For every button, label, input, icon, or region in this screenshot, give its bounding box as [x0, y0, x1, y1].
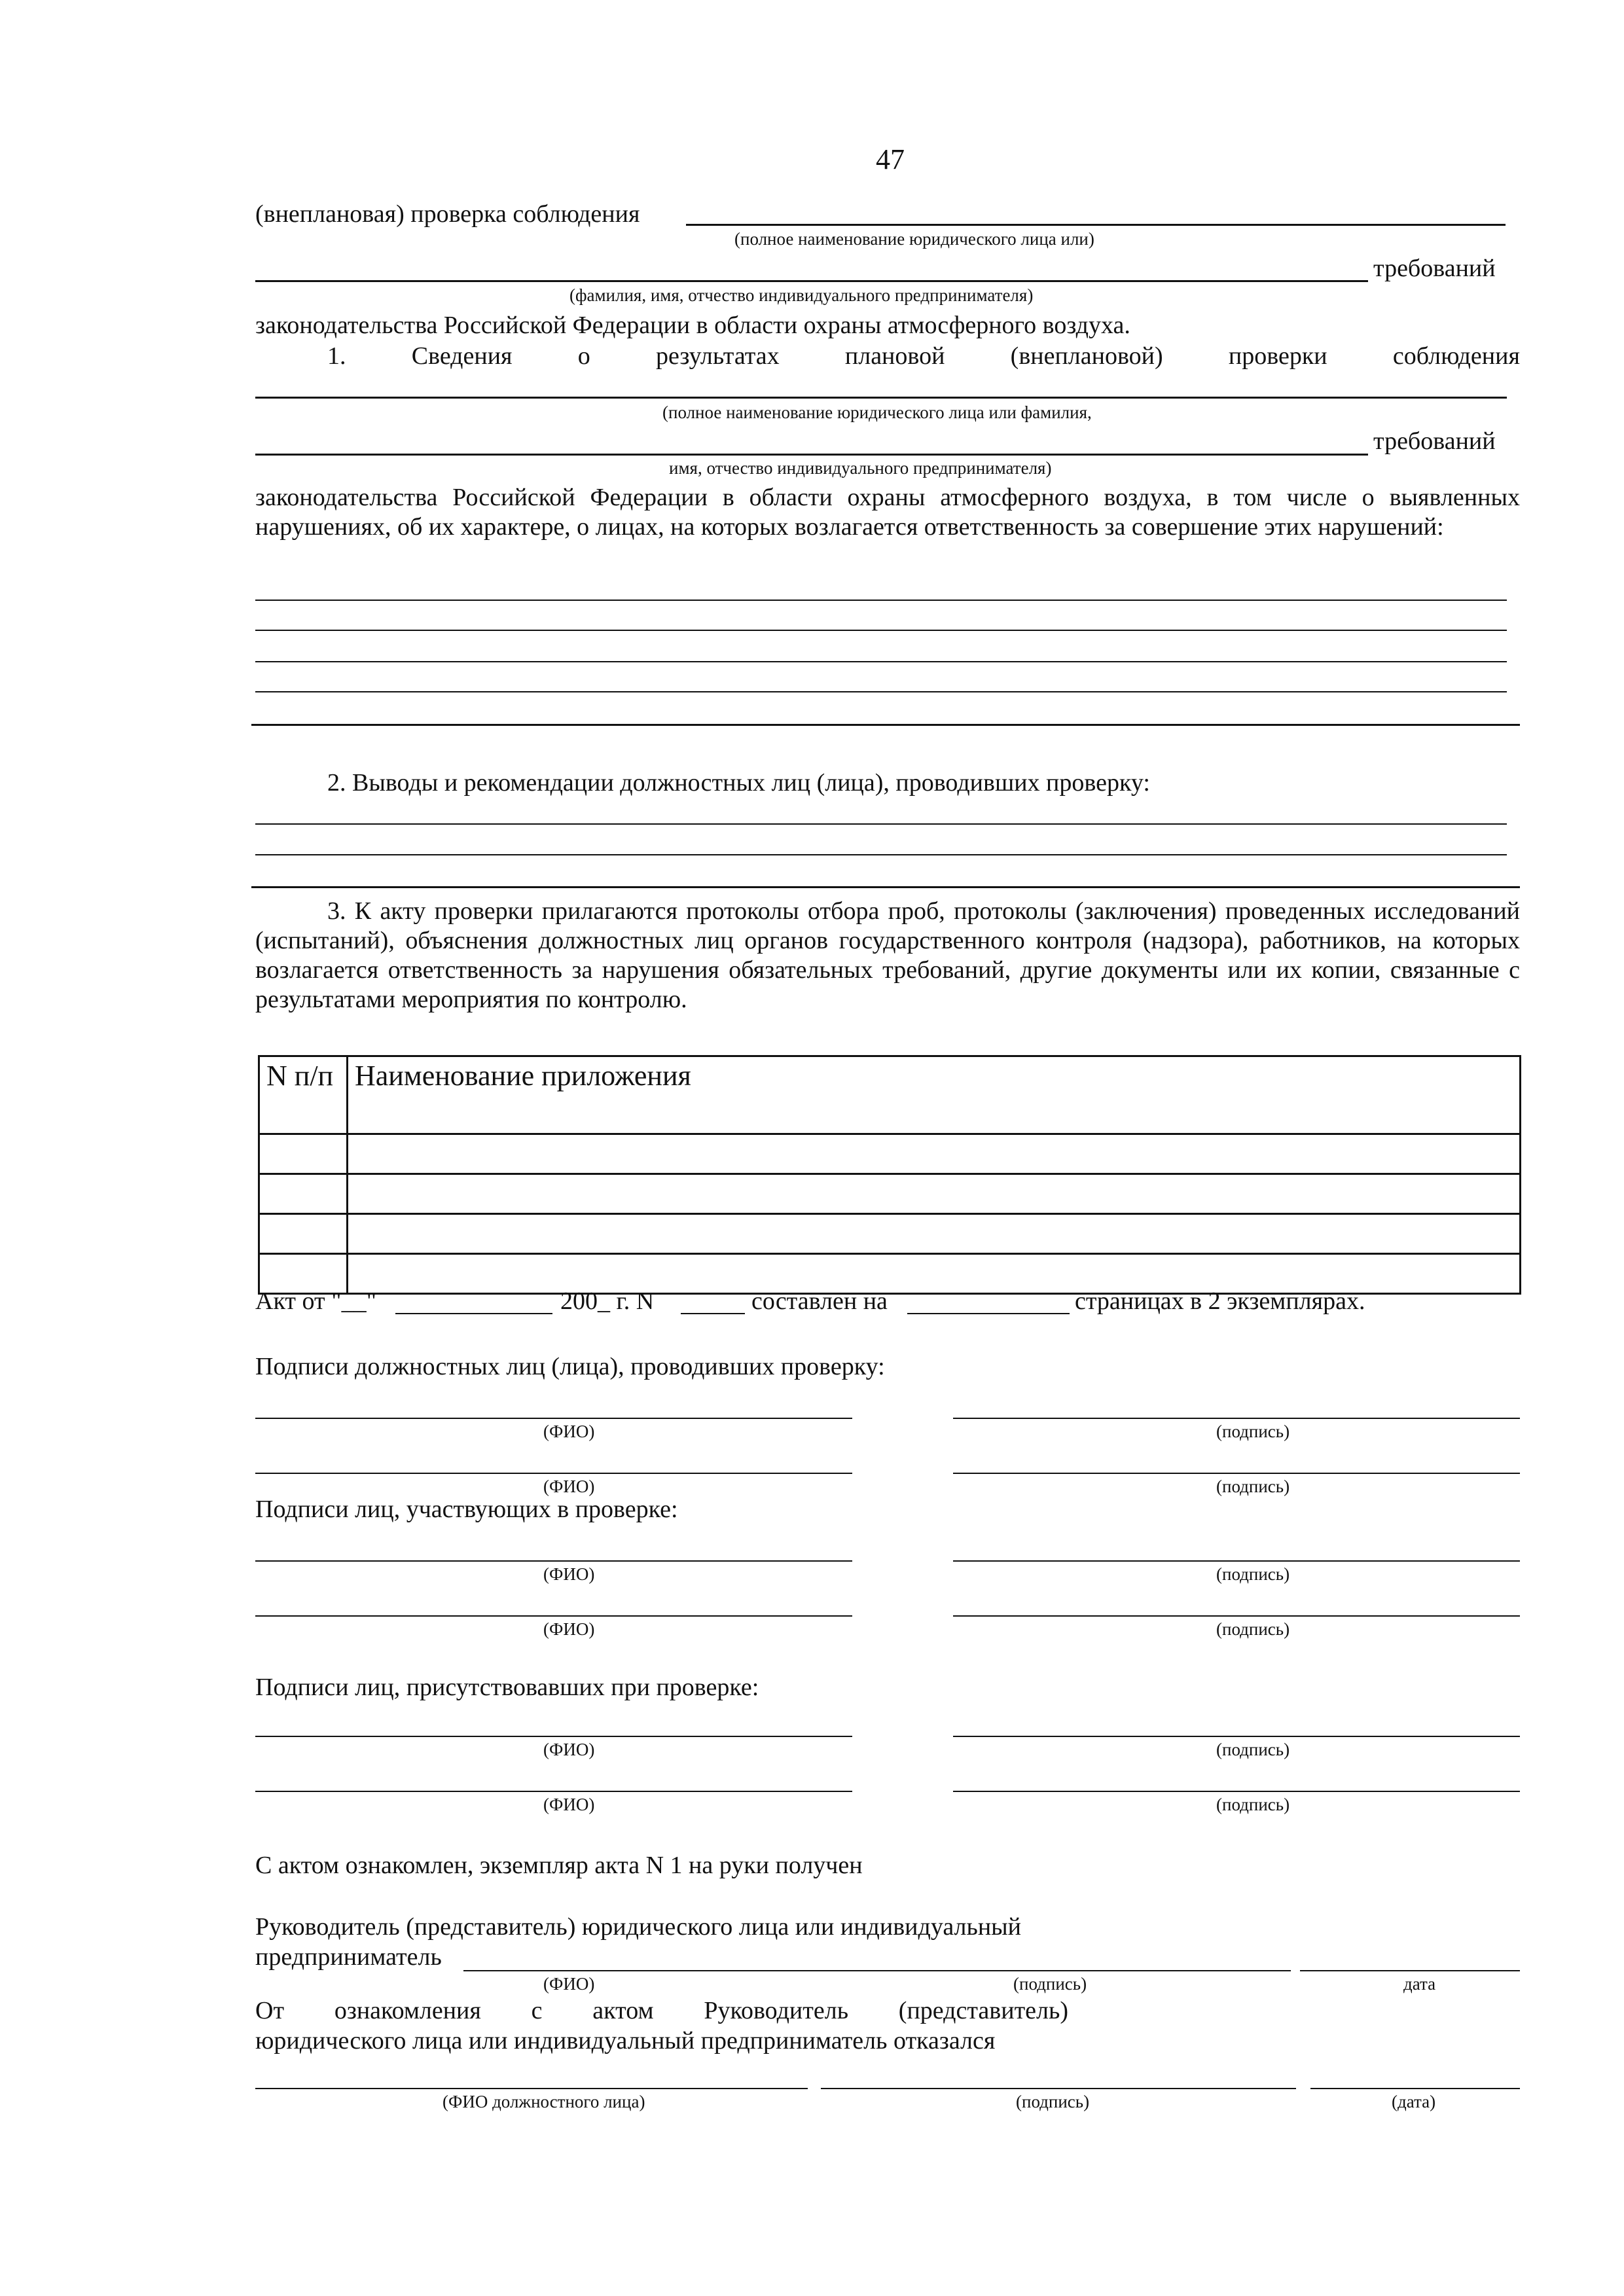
section1-caption2: имя, отчество индивидуального предпринимателя): [669, 458, 1052, 478]
fio-field[interactable]: [255, 1418, 852, 1419]
refused-word: (представитель): [898, 1997, 1068, 2024]
fio-caption: (ФИО): [543, 1564, 595, 1584]
field-entity-name-line2: [255, 280, 1368, 282]
signature-field[interactable]: [953, 1473, 1520, 1474]
section1-word: (внеплановой): [1010, 342, 1163, 370]
blank-line: [255, 854, 1507, 855]
act-number-field[interactable]: [681, 1313, 745, 1314]
signature-field[interactable]: [953, 1615, 1520, 1617]
section1-word: проверки: [1228, 342, 1327, 370]
fio-field[interactable]: [255, 1615, 852, 1617]
header-line1-text: (внеплановая) проверка соблюдения: [255, 200, 640, 228]
present-title: Подписи лиц, присутствовавших при проверке:: [255, 1674, 759, 1701]
act-date-field[interactable]: [395, 1313, 552, 1314]
signature-field[interactable]: [953, 1736, 1520, 1737]
signature-field[interactable]: [953, 1560, 1520, 1562]
table-cell[interactable]: [348, 1214, 1521, 1254]
section3-paragraph: 3. К акту проверки прилагаются протоколы отбора проб, протоколы (заключения) проведенных исследований (испытаний), объяснения должностных лиц органов государственного контроля (надзора), работников, на которых возлагается ответственность за нарушения обязательных требований, другие документы или их копии, связанные с результатами мероприятия по контролю.: [255, 897, 1520, 1013]
blank-line: [251, 724, 1520, 726]
table-row: [259, 1134, 1521, 1174]
table-cell[interactable]: [348, 1174, 1521, 1214]
section1-heading: [255, 342, 1520, 370]
blank-line: [255, 630, 1507, 631]
signature-caption: (подпись): [1216, 1619, 1290, 1639]
section1-suffix: требований: [1373, 427, 1496, 455]
official-signature-field[interactable]: [821, 2088, 1296, 2089]
table-row: [259, 1214, 1521, 1254]
signature-field[interactable]: [953, 1791, 1520, 1792]
header-caption2: (фамилия, имя, отчество индивидуального предпринимателя): [569, 285, 1034, 305]
fio-caption: (ФИО): [543, 1795, 595, 1814]
refused-word: с: [531, 1997, 543, 2024]
fio-caption: (ФИО): [543, 1740, 595, 1759]
official-signature-caption: (подпись): [1016, 2092, 1090, 2111]
section1-number: 1.: [327, 342, 346, 370]
fio-caption: (ФИО): [543, 1477, 595, 1496]
field-entity-line-s1a: [255, 397, 1507, 399]
signature-caption: (подпись): [1216, 1422, 1290, 1441]
act-composed: составлен на: [751, 1287, 888, 1315]
header-line3: законодательства Российской Федерации в области охраны атмосферного воздуха.: [255, 312, 1130, 339]
blank-line: [255, 661, 1507, 662]
refused-word: От: [255, 1997, 285, 2024]
signature-caption: (подпись): [1216, 1740, 1290, 1759]
refused-word: Руководитель: [704, 1997, 849, 2024]
signature-field[interactable]: [953, 1418, 1520, 1419]
signature-caption: (подпись): [1216, 1477, 1290, 1496]
table-cell[interactable]: [259, 1174, 348, 1214]
blank-line: [251, 886, 1520, 888]
head-fio-field[interactable]: [463, 1970, 829, 1971]
fio-field[interactable]: [255, 1560, 852, 1562]
fio-field[interactable]: [255, 1791, 852, 1792]
section2-text: 2. Выводы и рекомендации должностных лиц (лица), проводивших проверку:: [327, 769, 1150, 797]
refused-line2: юридического лица или индивидуальный предприниматель отказался: [255, 2027, 996, 2054]
col-name-header: Наименование приложения: [348, 1056, 1521, 1134]
head-signature-field[interactable]: [823, 1970, 1291, 1971]
official-fio-field[interactable]: [255, 2088, 808, 2089]
header-suffix: требований: [1373, 255, 1496, 282]
attachments-table: [258, 1055, 1521, 1295]
blank-line: [255, 691, 1507, 692]
fio-caption: (ФИО): [543, 1422, 595, 1441]
head-signature-caption: (подпись): [1013, 1974, 1087, 1994]
col-number-header: N п/п: [259, 1056, 348, 1134]
section1-word: Сведения: [411, 342, 513, 370]
section1-word: о: [577, 342, 590, 370]
blank-line: [255, 600, 1507, 601]
refused-word: актом: [592, 1997, 654, 2024]
fio-field[interactable]: [255, 1473, 852, 1474]
blank-line: [255, 823, 1507, 825]
table-cell[interactable]: [259, 1134, 348, 1174]
refused-line1: [255, 1996, 1068, 2025]
fio-field[interactable]: [255, 1736, 852, 1737]
head-fio-caption: (ФИО): [543, 1974, 595, 1994]
official-date-field[interactable]: [1310, 2088, 1520, 2089]
act-pages: страницах в 2 экземплярах.: [1075, 1287, 1365, 1315]
field-entity-line-s1b: [255, 454, 1368, 456]
section1-word: соблюдения: [1392, 342, 1520, 370]
official-date-caption: (дата): [1392, 2092, 1436, 2111]
section1-word: результатах: [656, 342, 780, 370]
table-cell[interactable]: [259, 1214, 348, 1254]
field-entity-name-line: [686, 224, 1506, 226]
section1-word: плановой: [844, 342, 945, 370]
participants-title: Подписи лиц, участвующих в проверке:: [255, 1496, 678, 1523]
table-header-row: [259, 1056, 1521, 1134]
section1-caption1: (полное наименование юридического лица или фамилия,: [662, 403, 1092, 422]
header-caption1: (полное наименование юридического лица или): [734, 229, 1094, 249]
table-row: [259, 1174, 1521, 1214]
official-fio-caption: (ФИО должностного лица): [442, 2092, 645, 2111]
page-number: 47: [876, 143, 905, 175]
head-date-field[interactable]: [1300, 1970, 1520, 1971]
table-cell[interactable]: [348, 1134, 1521, 1174]
head-date-caption: дата: [1403, 1974, 1436, 1994]
acquaint-head-line2: предприниматель: [255, 1943, 442, 1971]
act-pages-field[interactable]: [907, 1313, 1070, 1314]
refused-word: ознакомления: [334, 1997, 481, 2024]
officials-title: Подписи должностных лиц (лица), проводивших проверку:: [255, 1353, 885, 1380]
signature-caption: (подпись): [1216, 1564, 1290, 1584]
section1-paragraph: законодательства Российской Федерации в области охраны атмосферного воздуха, в том числе о выявленных нарушениях, об их характере, о лицах, на которых возлагается ответственность за совершение этих нарушений:: [255, 484, 1520, 541]
acquaint-received: С актом ознакомлен, экземпляр акта N 1 на руки получен: [255, 1852, 863, 1879]
act-year: 200_ г. N: [560, 1287, 655, 1315]
signature-caption: (подпись): [1216, 1795, 1290, 1814]
acquaint-head-line1: Руководитель (представитель) юридического лица или индивидуальный: [255, 1913, 1022, 1941]
fio-caption: (ФИО): [543, 1619, 595, 1639]
act-prefix: Акт от "__": [255, 1287, 377, 1315]
